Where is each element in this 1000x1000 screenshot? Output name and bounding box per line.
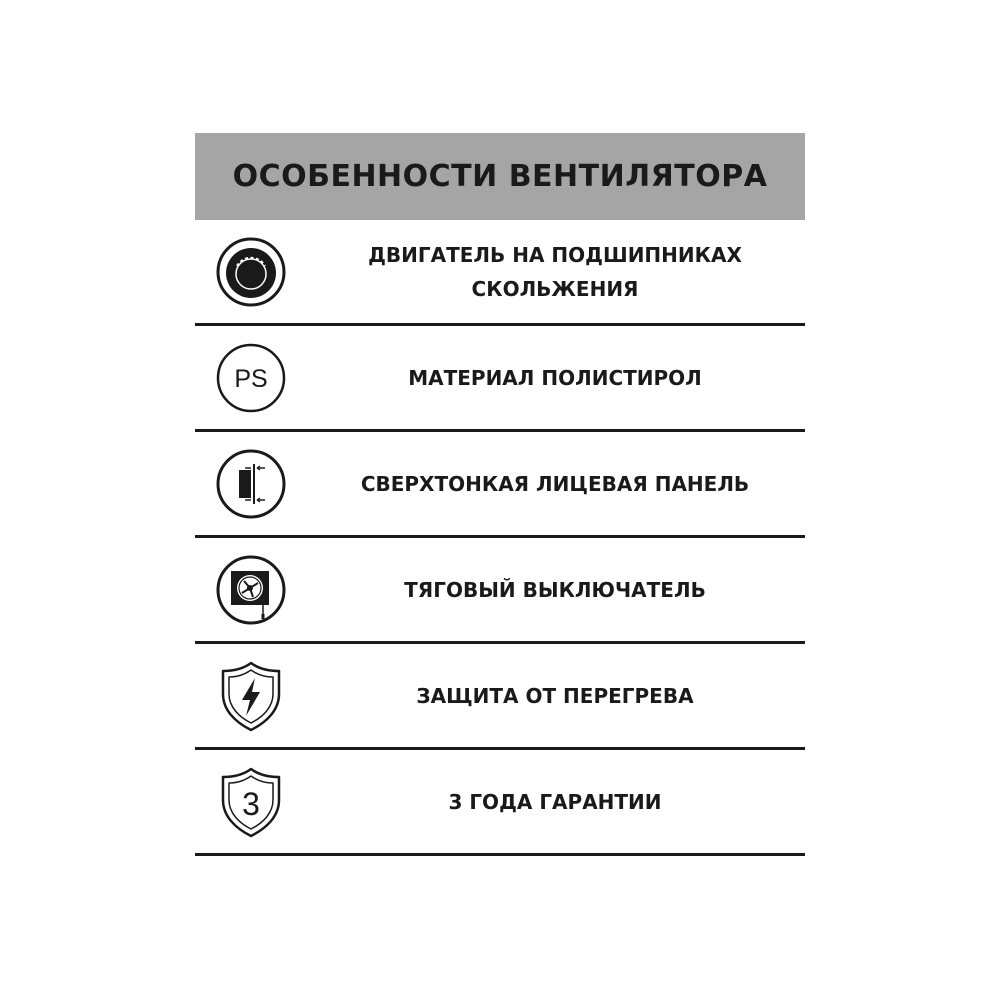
- features-card: [195, 133, 805, 856]
- feature-item-thin-panel: [195, 432, 805, 538]
- feature-item-bearing-motor: [195, 220, 805, 326]
- feature-label: МАТЕРИАЛ ПОЛИСТИРОЛ: [408, 365, 702, 390]
- feature-label: СВЕРХТОНКАЯ ЛИЦЕВАЯ ПАНЕЛЬ: [360, 471, 750, 496]
- feature-label: 3 ГОДА ГАРАНТИИ: [448, 789, 662, 814]
- feature-item-pull-switch: [195, 538, 805, 644]
- ps-material-icon: [215, 342, 287, 414]
- feature-item-overheat: [195, 644, 805, 750]
- warranty-icon-text: 3: [242, 785, 260, 822]
- feature-label: ЗАЩИТА ОТ ПЕРЕГРЕВА: [416, 683, 694, 708]
- warranty-shield-icon: [215, 766, 287, 838]
- feature-item-warranty: [195, 750, 805, 856]
- ps-icon-text: PS: [234, 364, 268, 393]
- feature-label: ДВИГАТЕЛЬ НА ПОДШИПНИКАХ СКОЛЬЖЕНИЯ: [368, 242, 742, 301]
- features-header: [195, 133, 805, 220]
- pull-switch-icon: [215, 554, 287, 626]
- thin-panel-icon: [215, 448, 287, 520]
- overheat-shield-icon: [215, 660, 287, 732]
- feature-label: ТЯГОВЫЙ ВЫКЛЮЧАТЕЛЬ: [404, 577, 706, 602]
- feature-item-material: [195, 326, 805, 432]
- page-title: ОСОБЕННОСТИ ВЕНТИЛЯТОРА: [232, 159, 768, 194]
- bearing-icon: [215, 236, 287, 308]
